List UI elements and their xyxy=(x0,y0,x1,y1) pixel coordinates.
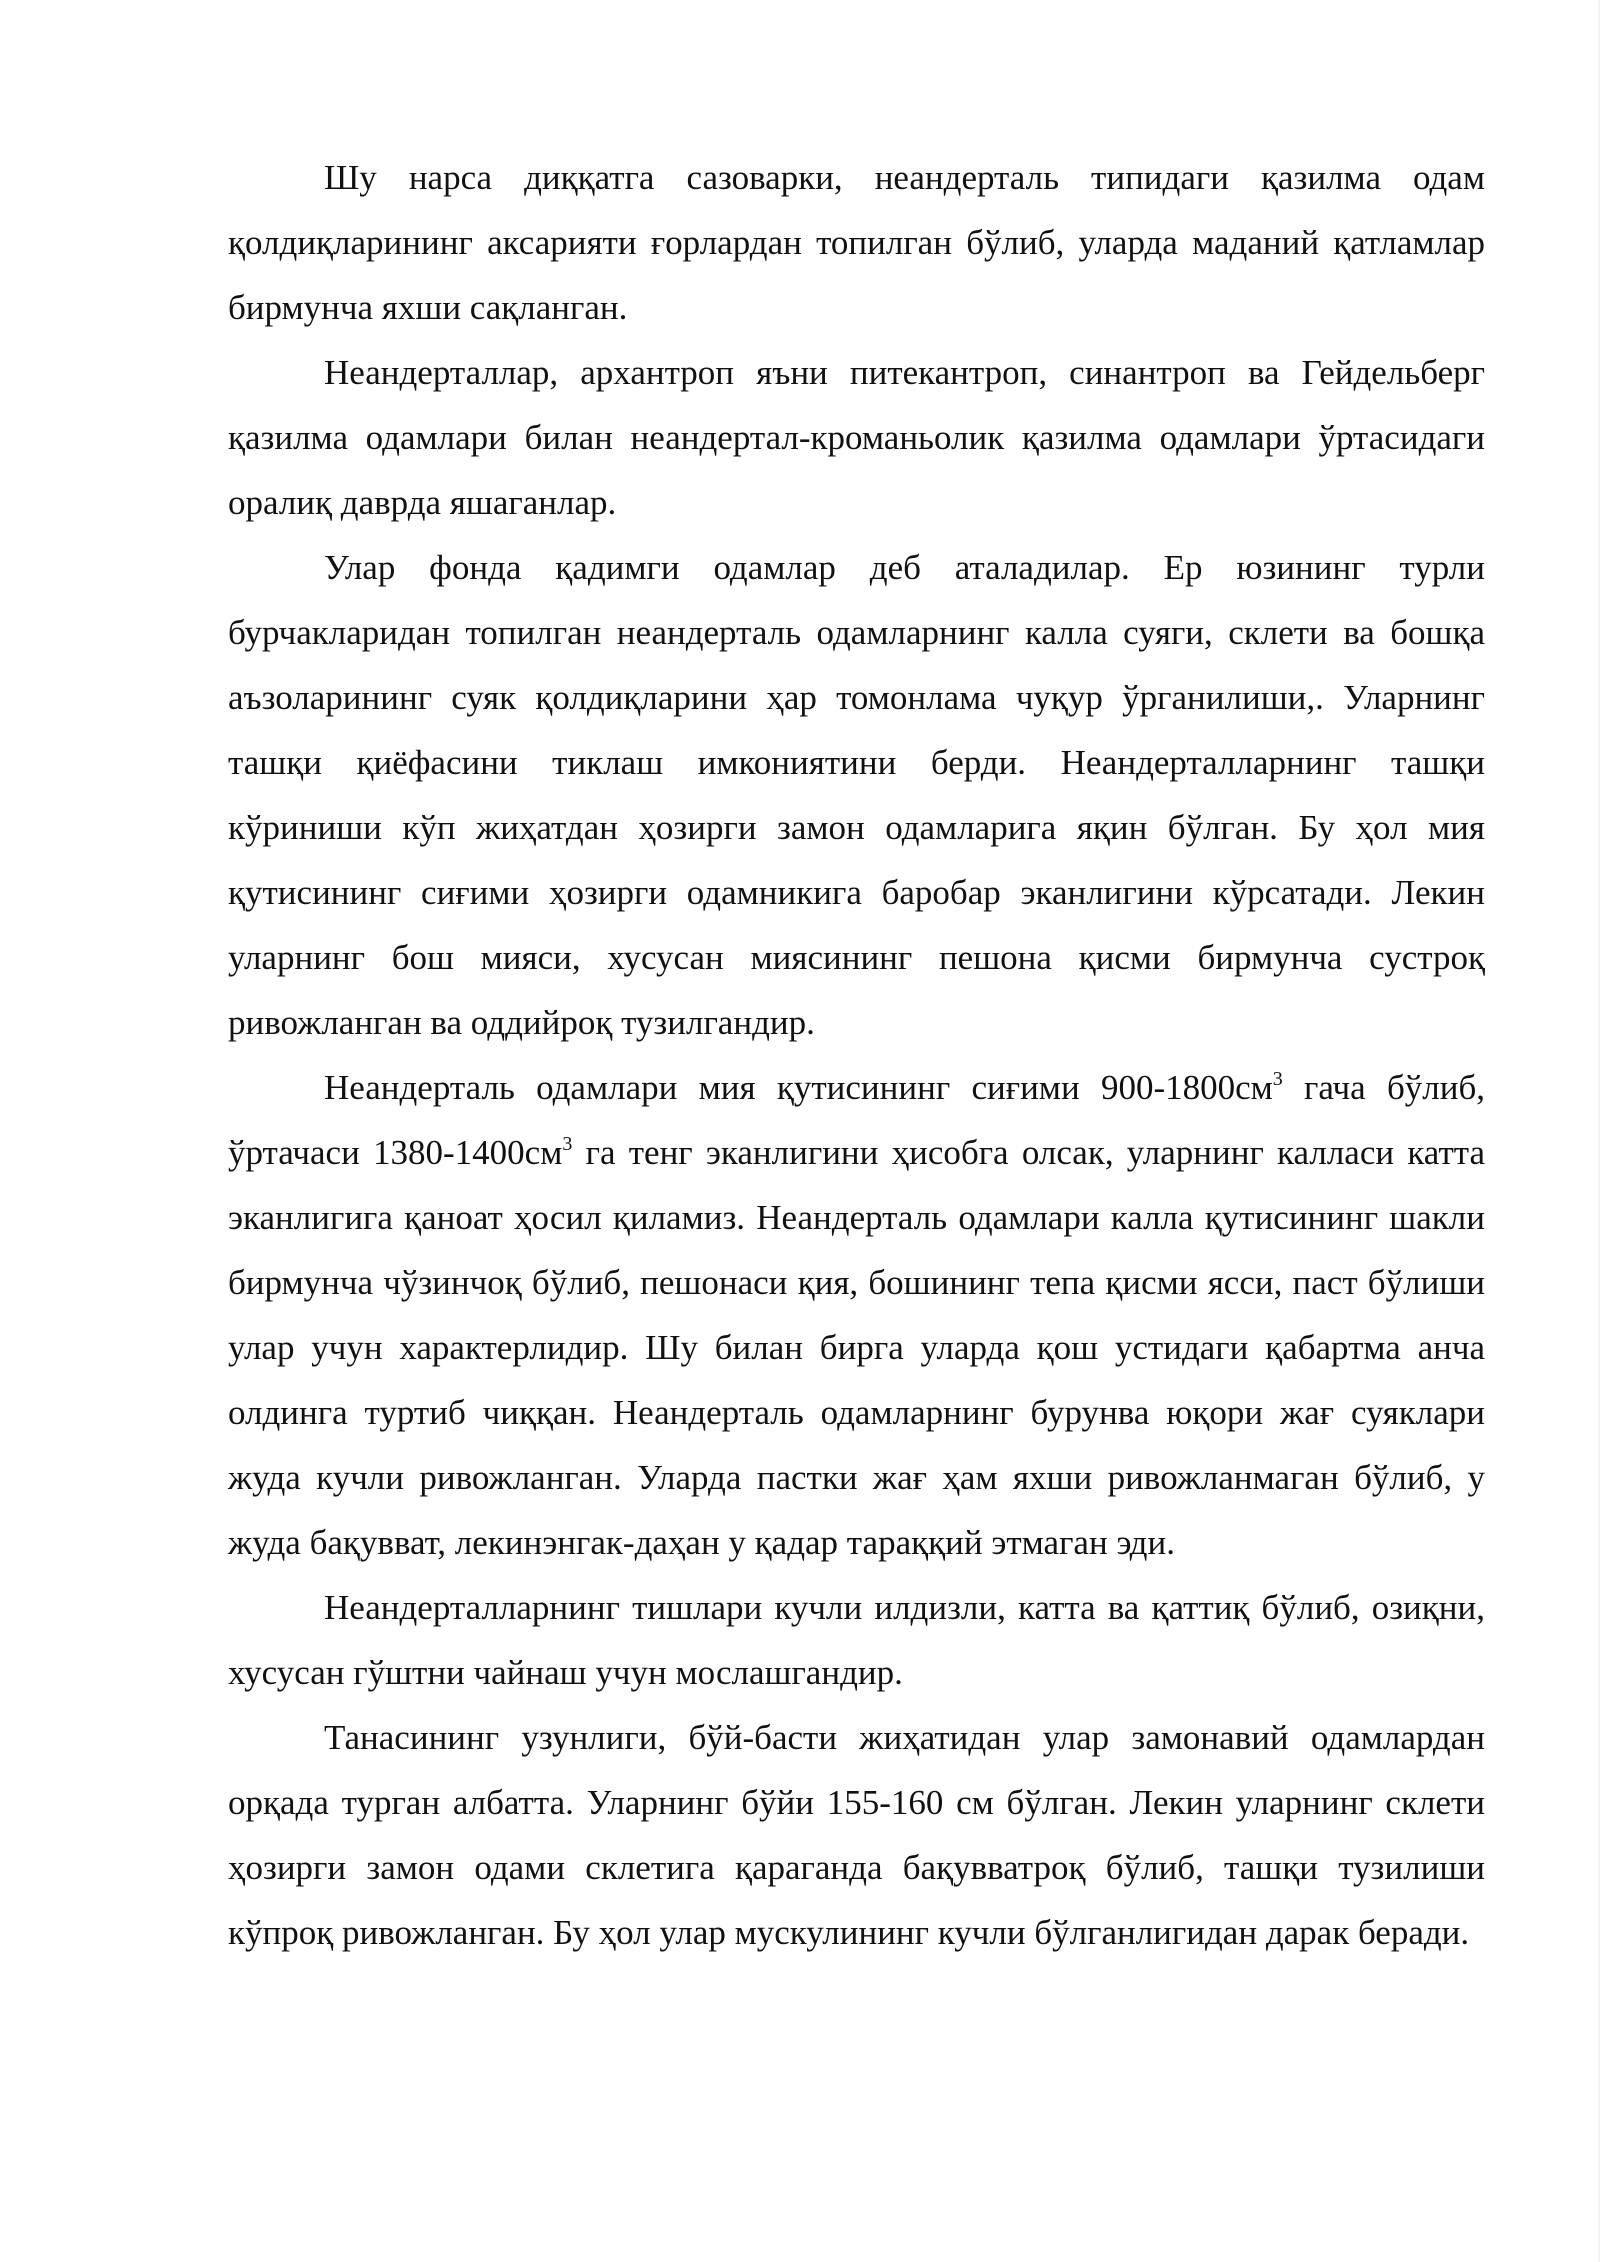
paragraph-4-part-2: гача бўлиб, ўртачаси 1380-1400см xyxy=(228,1068,1486,1172)
paragraph-5: Неандерталларнинг тишлари кучли илдизли, катта ва қаттиқ бўлиб, озиқни, хусусан гўштни чайнаш учун мослашгандир. xyxy=(228,1588,1485,1692)
superscript-cube-2: 3 xyxy=(562,1133,573,1155)
paragraph-6: Танасининг узунлиги, бўй-басти жиҳатидан улар замонавий одамлардан орқада турган албатта. Уларнинг бўйи 155-160 см бўлган. Лекин уларнинг склети ҳозирги замон одами склетига қараганда бақувватроқ бўлиб, ташқи тузилиши кўпроқ ривожланган. Бу ҳол улар мускулининг кучли бўлганлигидан дарак беради. xyxy=(228,1718,1485,1952)
paragraph-4-part-3: га тенг эканлигини ҳисобга олсак, уларнинг калласи катта эканлигига қаноат ҳосил қиламиз. Неандерталь одамлари калла қутисининг шакли бирмунча чўзинчоқ бўлиб, пешонаси қия, бошининг тепа қисми ясси, паст бўлиши улар учун характерлидир. Шу билан бирга уларда қош устидаги қабартма анча олдинга туртиб чиққан. Неандерталь одамларнинг бурунва юқори жағ суяклари жуда кучли ривожланган. Уларда пастки жағ ҳам яхши ривожланмаган бўлиб, у жуда бақувват, лекинэнгак-даҳан у қадар тараққий этмаган эди. xyxy=(228,1133,1485,1562)
paragraph-1: Шу нарса диққатга сазоварки, неандерталь типидаги қазилма одам қолдиқларининг аксарияти ғорлардан топилган бўлиб, уларда маданий қатламлар бирмунча яхши сақланган. xyxy=(228,158,1485,327)
paragraph-4 xyxy=(228,1055,1485,1575)
superscript-cube-1: 3 xyxy=(1272,1068,1283,1090)
document-page xyxy=(228,145,1485,1965)
paragraph-3: Улар фонда қадимги одамлар деб аталадилар. Ер юзининг турли бурчакларидан топилган неандерталь одамларнинг калла суяги, склети ва бошқа аъзоларининг суяк қолдиқларини ҳар томонлама чуқур ўрганилиши,. Уларнинг ташқи қиёфасини тиклаш имкониятини берди. Неандерталларнинг ташқи кўриниши кўп жиҳатдан ҳозирги замон одамларига яқин бўлган. Бу ҳол мия қутисининг сиғими ҳозирги одамникига баробар эканлигини кўрсатади. Лекин уларнинг бош мияси, хусусан миясининг пешона қисми бирмунча сустроқ ривожланган ва оддийроқ тузилгандир. xyxy=(228,548,1485,1042)
paragraph-2: Неандерталлар, архантроп яъни питекантроп, синантроп ва Гейдельберг қазилма одамлари билан неандертал-кроманьолик қазилма одамлари ўртасидаги оралиқ даврда яшаганлар. xyxy=(228,353,1485,522)
paragraph-4-part-1: Неандерталь одамлари мия қутисининг сиғими 900-1800см xyxy=(324,1068,1273,1107)
